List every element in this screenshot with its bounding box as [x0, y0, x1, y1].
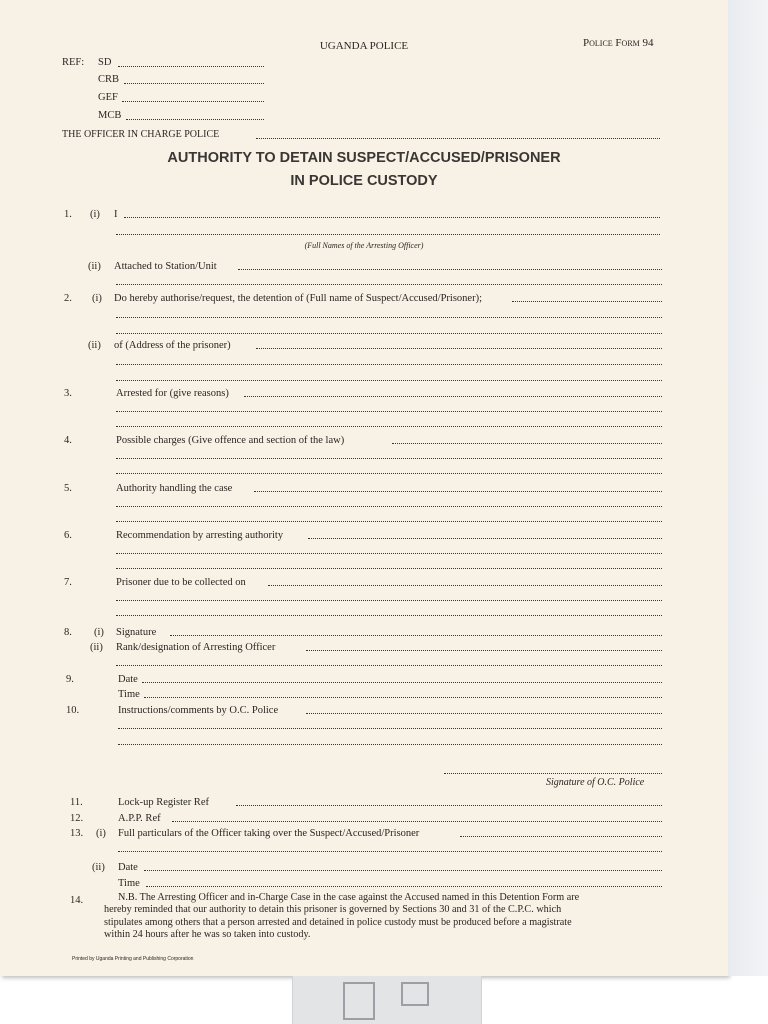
- recommendation-field-3[interactable]: [116, 568, 662, 569]
- stand-mark-icon: [343, 982, 375, 1020]
- nb-line-2: hereby reminded that our authority to detain this prisoner is governed by Sections 30 and 31 of the C.P.C. which: [104, 904, 562, 916]
- suspect-name-field-2[interactable]: [116, 317, 662, 318]
- item-9-time-label: Time: [118, 689, 140, 700]
- form-title-line2: IN POLICE CUSTODY: [290, 173, 438, 189]
- oc-instructions-field[interactable]: [306, 713, 662, 714]
- authority-handling-field[interactable]: [254, 491, 662, 492]
- ref-gef-field[interactable]: [122, 101, 264, 102]
- item-5-label: Authority handling the case: [116, 483, 233, 494]
- item-13-time-label: Time: [118, 878, 140, 889]
- takeover-date-field[interactable]: [144, 870, 662, 871]
- ref-label: REF:: [62, 57, 85, 68]
- takeover-time-field[interactable]: [146, 886, 662, 887]
- item-12-label: A.P.P. Ref: [118, 813, 161, 824]
- item-2-i-marker: (i): [92, 293, 102, 304]
- document-stand: [292, 976, 482, 1024]
- org-name: UGANDA POLICE: [319, 40, 409, 52]
- item-1-i-marker: (i): [90, 209, 100, 220]
- lockup-register-field[interactable]: [236, 805, 662, 806]
- item-12-number: 12.: [70, 813, 84, 824]
- item-3-label: Arrested for (give reasons): [116, 388, 229, 399]
- item-13-date-label: Date: [118, 862, 138, 873]
- item-14-number: 14.: [70, 895, 84, 906]
- stand-mark-icon: [401, 982, 429, 1006]
- arresting-officer-name-field[interactable]: [124, 217, 660, 218]
- item-2-ii-label: of (Address of the prisoner): [114, 340, 231, 351]
- item-5-number: 5.: [64, 483, 72, 494]
- collection-date-field-3[interactable]: [116, 615, 662, 616]
- officer-in-charge-field[interactable]: [256, 138, 660, 139]
- item-13-number: 13.: [70, 828, 84, 839]
- arresting-officer-rank-field-2[interactable]: [116, 665, 662, 666]
- arrest-reasons-field-3[interactable]: [116, 426, 662, 427]
- item-3-number: 3.: [64, 388, 72, 399]
- item-8-i-label: Signature: [116, 627, 157, 638]
- item-11-number: 11.: [70, 797, 83, 808]
- officer-in-charge-label: THE OFFICER IN CHARGE POLICE: [62, 129, 220, 140]
- item-10-label: Instructions/comments by O.C. Police: [118, 705, 279, 716]
- possible-charges-field[interactable]: [392, 443, 662, 444]
- item-9-date-label: Date: [118, 674, 138, 685]
- authority-handling-field-2[interactable]: [116, 506, 662, 507]
- item-9-number: 9.: [66, 674, 74, 685]
- collection-date-field-2[interactable]: [116, 600, 662, 601]
- suspect-name-field[interactable]: [512, 301, 662, 302]
- prisoner-address-field-2[interactable]: [116, 364, 662, 365]
- oc-signature-caption: Signature of O.C. Police: [546, 777, 645, 788]
- item-10-number: 10.: [66, 705, 80, 716]
- ref-sd-label: SD: [98, 57, 112, 68]
- takeover-officer-field[interactable]: [460, 836, 662, 837]
- oc-instructions-field-2[interactable]: [118, 728, 662, 729]
- nb-line-3: stipulates among others that a person arrested and detained in police custody must be produced before a magistrate: [104, 916, 572, 928]
- scanner-background: [728, 0, 768, 976]
- ref-mcb-field[interactable]: [126, 119, 264, 120]
- item-7-number: 7.: [64, 577, 72, 588]
- item-6-number: 6.: [64, 530, 72, 541]
- item-7-label: Prisoner due to be collected on: [116, 577, 246, 588]
- nb-line-4: within 24 hours after he was so taken into custody.: [104, 928, 311, 940]
- takeover-officer-field-2[interactable]: [118, 851, 662, 852]
- item-8-ii-marker: (ii): [90, 642, 103, 653]
- ref-crb-field[interactable]: [124, 83, 264, 84]
- item-13-i-marker: (i): [96, 828, 106, 839]
- nb-notice: [104, 892, 670, 941]
- recommendation-field[interactable]: [308, 538, 662, 539]
- prisoner-address-field-3[interactable]: [116, 380, 662, 381]
- arresting-officer-name-field-2[interactable]: [116, 234, 660, 235]
- item-8-number: 8.: [64, 627, 72, 638]
- prisoner-address-field[interactable]: [256, 348, 662, 349]
- printer-credit: Printed by Uganda Printing and Publishing Corporation: [72, 956, 194, 962]
- item-8-i-marker: (i): [94, 627, 104, 638]
- suspect-name-field-3[interactable]: [116, 333, 662, 334]
- ref-crb-label: CRB: [98, 74, 120, 85]
- station-unit-field[interactable]: [238, 269, 662, 270]
- form-number: Police Form 94: [583, 37, 654, 49]
- item-2-i-label: Do hereby authorise/request, the detention of (Full name of Suspect/Accused/Prisoner);: [114, 293, 482, 304]
- ref-mcb-label: MCB: [98, 110, 122, 121]
- ref-sd-field[interactable]: [118, 66, 264, 67]
- collection-date-field[interactable]: [268, 585, 662, 586]
- item-2-ii-marker: (ii): [88, 340, 101, 351]
- recommendation-field-2[interactable]: [116, 553, 662, 554]
- item-13-ii-marker: (ii): [92, 862, 105, 873]
- item-13-i-label: Full particulars of the Officer taking over the Suspect/Accused/Prisoner: [118, 828, 420, 839]
- date-field[interactable]: [142, 682, 662, 683]
- item-6-label: Recommendation by arresting authority: [116, 530, 284, 541]
- nb-line-1: N.B. The Arresting Officer and in-Charge Case in the case against the Accused named in this Detention Form are: [118, 892, 580, 903]
- arrest-reasons-field[interactable]: [244, 396, 662, 397]
- possible-charges-field-2[interactable]: [116, 458, 662, 459]
- ref-gef-label: GEF: [98, 92, 118, 103]
- item-1-ii-marker: (ii): [88, 261, 101, 272]
- app-ref-field[interactable]: [172, 821, 662, 822]
- item-1-number: 1.: [64, 209, 72, 220]
- arresting-officer-rank-field[interactable]: [306, 650, 662, 651]
- oc-signature-field[interactable]: [444, 773, 662, 774]
- form-title-line1: AUTHORITY TO DETAIN SUSPECT/ACCUSED/PRISONER: [167, 150, 561, 166]
- item-1-ii-label: Attached to Station/Unit: [114, 261, 217, 272]
- authority-handling-field-3[interactable]: [116, 521, 662, 522]
- time-field[interactable]: [144, 697, 662, 698]
- station-unit-field-2[interactable]: [116, 284, 662, 285]
- item-1-i-label: I: [114, 209, 118, 220]
- arresting-officer-signature-field[interactable]: [170, 635, 662, 636]
- item-11-label: Lock-up Register Ref: [118, 797, 209, 808]
- item-4-label: Possible charges (Give offence and section of the law): [116, 435, 345, 446]
- oc-instructions-field-3[interactable]: [118, 744, 662, 745]
- item-2-number: 2.: [64, 293, 72, 304]
- arrest-reasons-field-2[interactable]: [116, 411, 662, 412]
- item-4-number: 4.: [64, 435, 72, 446]
- item-8-ii-label: Rank/designation of Arresting Officer: [116, 642, 276, 653]
- possible-charges-field-3[interactable]: [116, 473, 662, 474]
- arresting-officer-caption: (Full Names of the Arresting Officer): [304, 241, 424, 250]
